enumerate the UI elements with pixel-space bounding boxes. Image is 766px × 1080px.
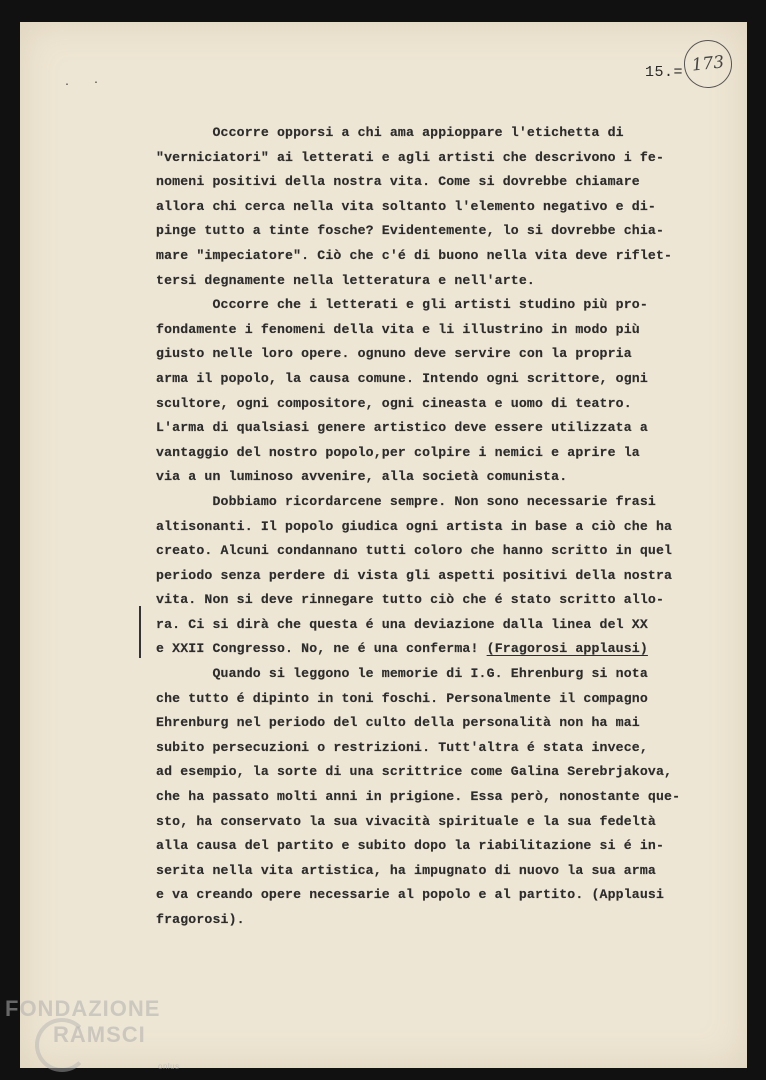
margin-mark [139, 606, 141, 658]
typewritten-text [156, 121, 716, 933]
watermark-logo [5, 996, 180, 1071]
paragraph-block [156, 662, 716, 933]
text-line: alla causa del partito e subito dopo la riabilitazione si é in- [156, 838, 665, 854]
text-line: subito persecuzioni o restrizioni. Tutt'altra é stata invece, [156, 739, 648, 755]
watermark-line2: RAMSCI [53, 1022, 146, 1047]
watermark-line3: onlus [158, 1062, 180, 1071]
text-line: creato. Alcuni condannano tutti coloro che hanno scritto in quel [156, 543, 673, 559]
text-line: e va creando opere necessarie al popolo e al partito. (Applausi [156, 887, 665, 903]
applause-note: (Fragorosi applausi) [486, 641, 648, 657]
text-line: ad esempio, la sorte di una scrittrice come Galina Serebrjakova, [156, 764, 673, 780]
text-line: arma il popolo, la causa comune. Intendo ogni scrittore, ogni [156, 370, 648, 386]
text-line: giusto nelle loro opere. ognuno deve servire con la propria [156, 346, 632, 362]
text-line: mare "impeciatore". Ciò che c'é di buono nella vita deve riflet- [156, 247, 673, 263]
text-line: ra. Ci si dirà che questa é una deviazione dalla linea del XX [156, 616, 648, 632]
text-line [156, 637, 716, 662]
text-line: Occorre opporsi a chi ama appioppare l'etichetta di [156, 125, 624, 140]
text-line: vita. Non si deve rinnegare tutto ciò che é stato scritto allo- [156, 592, 665, 608]
text-line: vantaggio del nostro popolo,per colpire i nemici e aprire la [156, 444, 640, 460]
text-line: fondamente i fenomeni della vita e li illustrino in modo più [156, 321, 640, 337]
text-line: che ha passato molti anni in prigione. Essa però, nonostante que- [156, 789, 681, 805]
text-line: scultore, ogni compositore, ogni cineasta e uomo di teatro. [156, 395, 632, 411]
text-line: Quando si leggono le memorie di I.G. Ehrenburg si nota [156, 666, 648, 682]
watermark-line1: FONDAZIONE [5, 996, 161, 1021]
text-line: tersi degnamente nella letteratura e nell'arte. [156, 272, 535, 288]
text-line: Occorre che i letterati e gli artisti studino più pro- [156, 297, 648, 313]
paragraph-block [156, 121, 716, 637]
text-line: allora chi cerca nella vita soltanto l'elemento negativo e di- [156, 198, 656, 214]
archive-number: 173 [690, 52, 726, 76]
text-line: "verniciatori" ai letterati e agli artisti che descrivono i fe- [156, 149, 665, 165]
text-line: nomeni positivi della nostra vita. Come si dovrebbe chiamare [156, 174, 640, 190]
text-line: altisonanti. Il popolo giudica ogni artista in base a ciò che ha [156, 518, 673, 534]
text-line: Ehrenburg nel periodo del culto della personalità non ha mai [156, 715, 640, 731]
speck-mark: · [93, 78, 100, 89]
text-line: via a un luminoso avvenire, alla società comunista. [156, 469, 568, 485]
text-line: serita nella vita artistica, ha impugnato di nuovo la sua arma [156, 862, 656, 878]
speck-mark: · [64, 80, 71, 91]
text-line: Dobbiamo ricordarcene sempre. Non sono necessarie frasi [156, 493, 656, 509]
text-line: che tutto é dipinto in toni foschi. Personalmente il compagno [156, 690, 648, 706]
page-number: 15.= [645, 64, 684, 81]
text-line: periodo senza perdere di vista gli aspetti positivi della nostra [156, 567, 673, 583]
text-line: pinge tutto a tinte fosche? Evidentemente, lo si dovrebbe chia- [156, 223, 665, 239]
text-line: e XXII Congresso. No, ne é una conferma! [156, 641, 487, 657]
g-logo-icon [35, 1018, 89, 1072]
text-line: L'arma di qualsiasi genere artistico deve essere utilizzata a [156, 420, 648, 436]
text-line: fragorosi). [156, 912, 245, 927]
text-line: sto, ha conservato la sua vivacità spirituale e la sua fedeltà [156, 813, 656, 829]
